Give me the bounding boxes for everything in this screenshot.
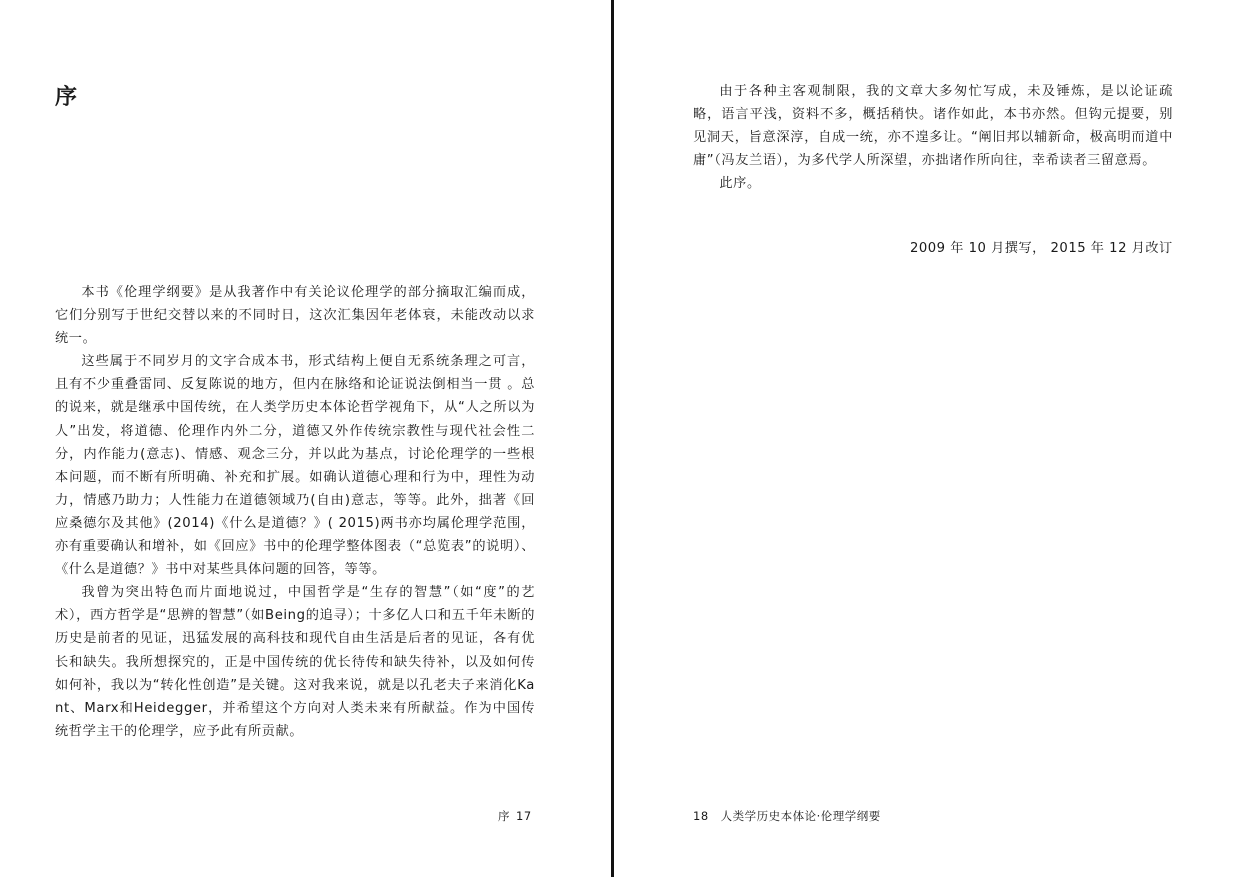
paragraph: 我曾为突出特色而片面地说过，中国哲学是“生存的智慧”（如“度”的艺术），西方哲学是“思辨的智慧”（如Being的追寻）；十多亿人口和五千年未断的历史是前者的见证，迅猛发展的高科技和现代自由生活是后者的见证，各有优长和缺失。我所想探究的，正是中国传统的优长待传和缺失待补，以及如何传如何补，我以为“转化性创造”是关键。这对我来说，就是以孔老夫子来消化Kant、Marx和Heidegger，并希望这个方向对人类未来有所献益。作为中国传统哲学主干的伦理学，应予此有所贡献。 [55, 585, 535, 739]
paragraph: 此序。 [719, 176, 761, 192]
paragraph: 本书《伦理学纲要》是从我著作中有关论议伦理学的部分摘取汇编而成，它们分别写于世纪交替以来的不同时日，这次汇集因年老体衰，未能改动以求统一。 [55, 285, 535, 347]
left-page-footer [498, 808, 538, 824]
running-footer-label: 人类学历史本体论·伦理学纲要 [720, 809, 881, 823]
right-page-footer [693, 808, 881, 824]
chapter-title: 序 [55, 85, 79, 110]
right-body-text [693, 80, 1173, 195]
paragraph: 由于各种主客观制限，我的文章大多匆忙写成，未及锤炼，是以论证疏略，语言平浅，资料不多，概括稍快。诸作如此，本书亦然。但钩元提要，别见洞天，旨意深淳，自成一统，亦不遑多让。“阐旧邦以辅新命，极高明而道中庸”（冯友兰语），为多代学人所深望，亦拙诸作所向往，幸希读者三留意焉。 [693, 84, 1173, 169]
date-signature: 2009 年 10 月撰写， 2015 年 12 月改订 [910, 241, 1173, 256]
page-number: 17 [516, 809, 532, 823]
left-body-text [55, 281, 535, 743]
left-page [0, 0, 611, 877]
page-number: 18 [693, 809, 709, 823]
right-page [614, 0, 1236, 877]
paragraph: 这些属于不同岁月的文字合成本书，形式结构上便自无系统条理之可言，且有不少重叠雷同、反复陈说的地方，但内在脉络和论证说法倒相当一贯 。总的说来，就是继承中国传统，在人类学历史本体论哲学视角下，从“人之所以为人”出发，将道德、伦理作内外二分，道德又外作传统宗教性与现代社会性二分，内作能力(意志)、情感、观念三分，并以此为基点，讨论伦理学的一些根本问题，而不断有所明确、补充和扩展。如确认道德心理和行为中，理性为动力，情感乃助力；人性能力在道德领域乃(自由)意志，等等。此外，拙著《回应桑德尔及其他》(2014)《什么是道德？》( 2015)两书亦均属伦理学范围，亦有重要确认和增补，如《回应》书中的伦理学整体图表（“总览表”的说明）、《什么是道德？》书中对某些具体问题的回答，等等。 [55, 354, 535, 578]
running-footer-label: 序 [498, 809, 510, 823]
